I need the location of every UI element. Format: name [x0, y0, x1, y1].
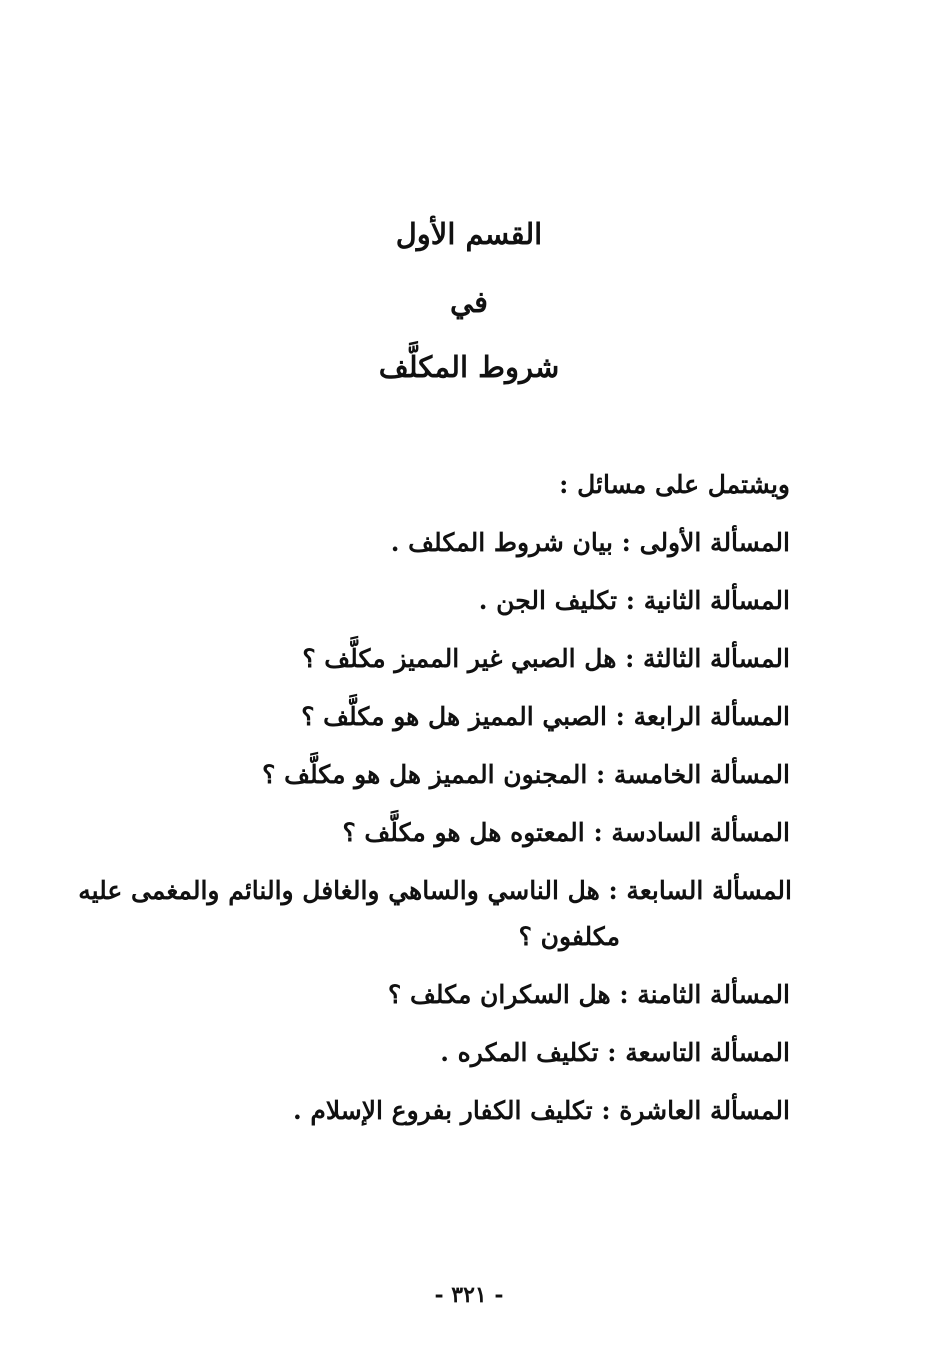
topic-item-9: المسألة التاسعة : تكليف المكره .	[440, 1038, 790, 1067]
section-title: القسم الأول	[395, 217, 543, 251]
topic-item-5: المسألة الخامسة : المجنون المميز هل هو مكلَّف ؟	[262, 760, 790, 789]
section-title-connector: في	[449, 285, 489, 319]
page-number: - ٣٢١ -	[434, 1282, 504, 1308]
topics-list	[78, 462, 792, 1146]
topics-intro: ويشتمل على مسائل :	[559, 470, 790, 499]
topic-item-7-line1: المسألة السابعة : هل الناسي والساهي والغافل والنائم والمغمى عليه	[78, 876, 792, 905]
topic-item-4: المسألة الرابعة : الصبي المميز هل هو مكلَّف ؟	[301, 702, 790, 731]
topic-item-6: المسألة السادسة : المعتوه هل هو مكلَّف ؟	[342, 818, 790, 847]
topic-item-10: المسألة العاشرة : تكليف الكفار بفروع الإسلام .	[293, 1096, 790, 1125]
topic-item-8: المسألة الثامنة : هل السكران مكلف ؟	[388, 980, 790, 1009]
topic-item-7	[78, 868, 792, 960]
topic-item-3: المسألة الثالثة : هل الصبي غير المميز مكلَّف ؟	[302, 644, 790, 673]
topic-item-2: المسألة الثانية : تكليف الجن .	[478, 586, 790, 615]
topic-item-1: المسألة الأولى : بيان شروط المكلف .	[390, 528, 790, 557]
topic-item-7-line2: مكلفون ؟	[518, 922, 620, 951]
section-subtitle: شروط المكلَّف	[378, 350, 560, 384]
